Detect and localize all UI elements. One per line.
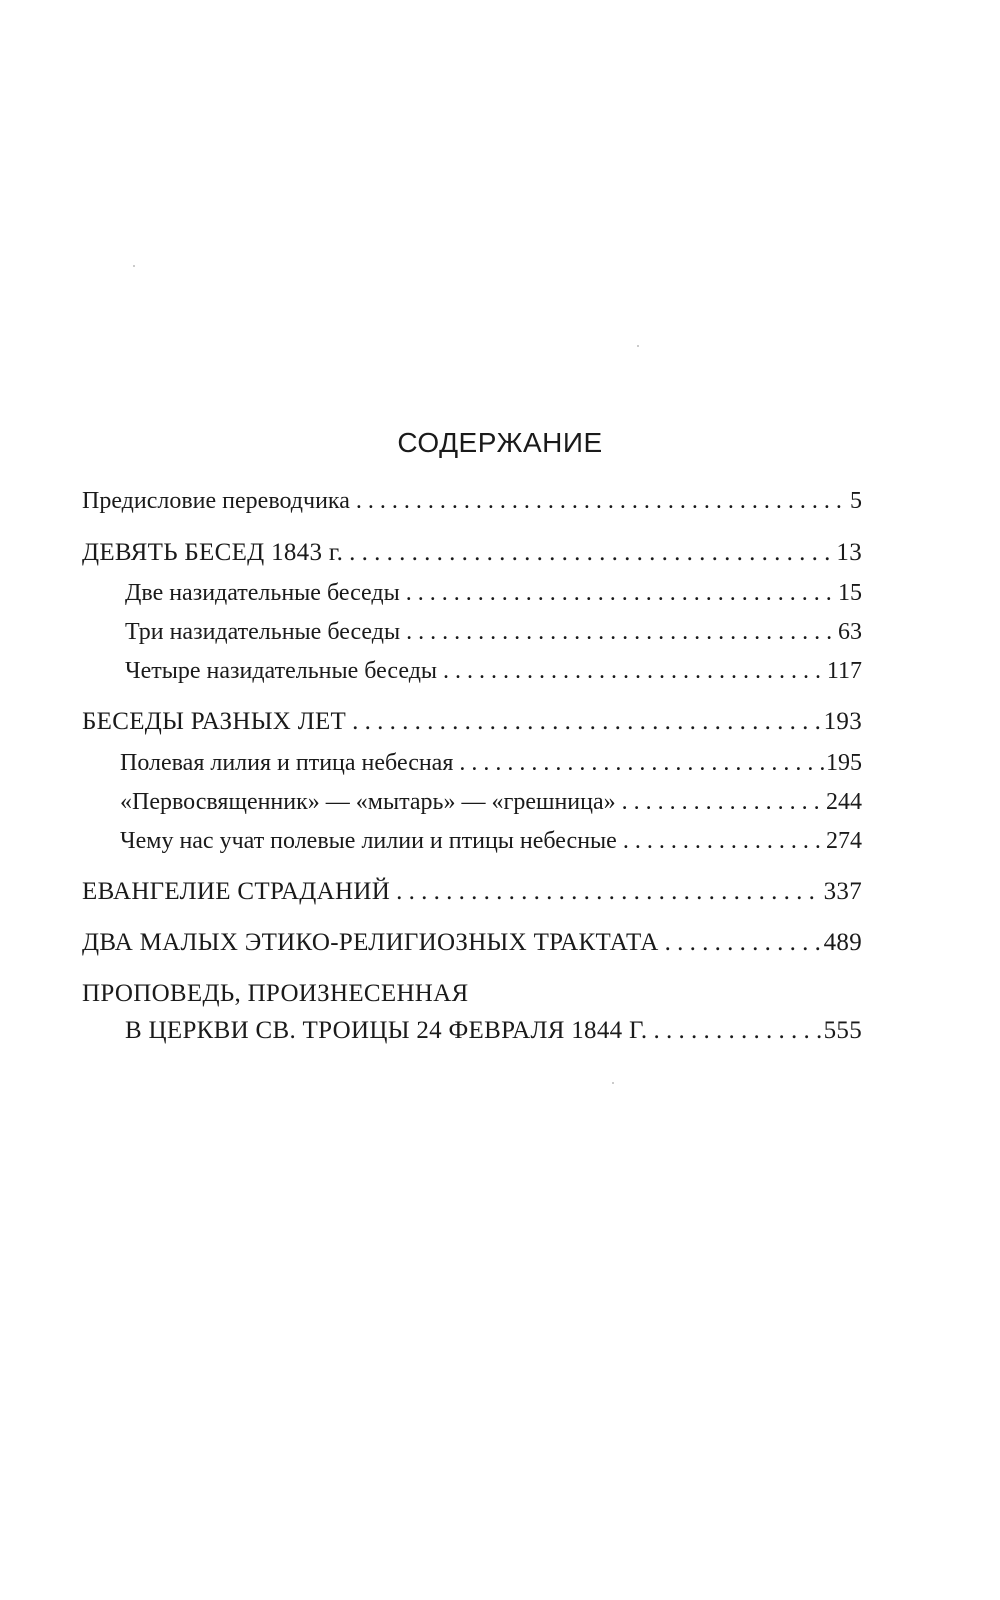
- toc-entry: [120, 826, 862, 856]
- toc-leader-dots: [665, 928, 822, 958]
- toc-leader-dots: [396, 877, 822, 907]
- toc-leader-dots: [443, 656, 825, 686]
- toc-entry-page: 15: [838, 580, 862, 606]
- toc-entry-page: 555: [823, 1017, 862, 1044]
- toc-entry-page: 489: [823, 929, 862, 956]
- toc-leader-dots: [459, 748, 824, 778]
- toc-entry-label: Чему нас учат полевые лилии и птицы небесные: [120, 828, 617, 854]
- scan-speck: [612, 1082, 614, 1084]
- scan-speck: [637, 345, 639, 347]
- toc-entry-label: ДЕВЯТЬ БЕСЕД 1843 г.: [82, 539, 344, 566]
- toc-entry: [82, 877, 862, 907]
- toc-entry-label: БЕСЕДЫ РАЗНЫХ ЛЕТ: [82, 708, 347, 735]
- toc-leader-dots: [406, 617, 836, 647]
- toc-entry-label: Две назидательные беседы: [125, 580, 400, 606]
- toc-entry-label: Полевая лилия и птица небесная: [120, 750, 454, 776]
- toc-leader-dots: [349, 538, 834, 568]
- toc-entry: [120, 787, 862, 817]
- toc-entry: [82, 486, 862, 516]
- toc-entry-page: 337: [823, 878, 862, 905]
- toc-entry-page: 193: [823, 708, 862, 735]
- toc-entry-label: Предисловие переводчика: [82, 488, 350, 514]
- toc-entry-page: 63: [838, 619, 862, 645]
- toc-leader-dots: [622, 787, 824, 817]
- toc-leader-dots: [653, 1016, 821, 1046]
- toc-entry-label: Три назидательные беседы: [125, 619, 401, 645]
- toc-entry-page: 274: [826, 828, 862, 854]
- page-title: СОДЕРЖАНИЕ: [397, 427, 603, 458]
- toc-entry-page: 13: [836, 539, 862, 566]
- toc-leader-dots: [352, 707, 821, 737]
- toc-entry: [82, 707, 862, 737]
- toc-entry-label: ДВА МАЛЫХ ЭТИКО-РЕЛИГИОЗНЫХ ТРАКТАТА: [82, 929, 659, 956]
- toc-entry-label: ЕВАНГЕЛИЕ СТРАДАНИЙ: [82, 878, 391, 905]
- toc-leader-dots: [406, 578, 836, 608]
- toc-entry-label: В ЦЕРКВИ СВ. ТРОИЦЫ 24 ФЕВРАЛЯ 1844 Г.: [125, 1017, 648, 1044]
- toc-entry: [120, 748, 862, 778]
- toc-entry: [125, 617, 862, 647]
- toc-entry: [82, 538, 862, 568]
- toc-entry: [82, 928, 862, 958]
- toc-entry: [125, 656, 862, 686]
- toc-entry: [125, 578, 862, 608]
- toc-entry-page: 244: [826, 789, 862, 815]
- toc-entry-page: 5: [850, 488, 862, 514]
- toc-entry-label: Четыре назидательные беседы: [125, 658, 438, 684]
- scan-speck: [133, 265, 135, 267]
- toc-entry-label: «Первосвященник» — «мытарь» — «грешница»: [120, 789, 616, 815]
- toc-entry: [82, 979, 862, 1009]
- toc-entry-label: ПРОПОВЕДЬ, ПРОИЗНЕСЕННАЯ: [82, 980, 469, 1007]
- toc-leader-dots: [356, 486, 848, 516]
- toc-entry-page: 195: [826, 750, 862, 776]
- toc-entry-page: 117: [826, 658, 862, 684]
- toc-entry: [125, 1016, 862, 1046]
- toc-leader-dots: [623, 826, 824, 856]
